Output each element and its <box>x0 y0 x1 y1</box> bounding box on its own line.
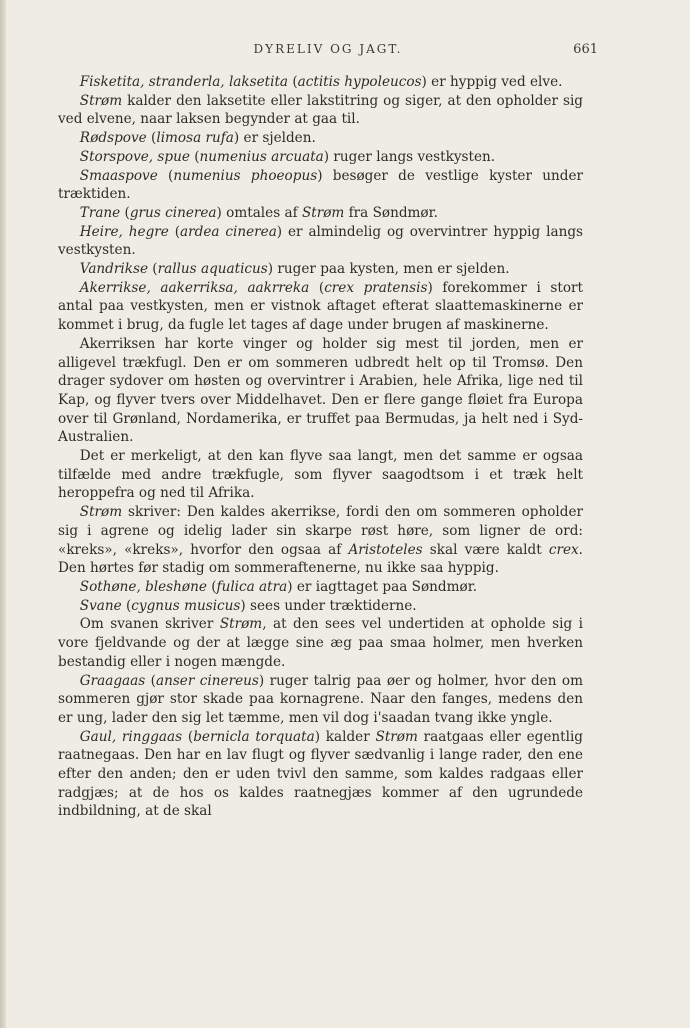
page-binding-edge <box>0 0 6 1028</box>
page-header <box>58 42 598 62</box>
running-title: DYRELIV OG JAGT. <box>253 42 403 56</box>
paragraph: Strøm kalder den laksetite eller lakstitring og siger, at den opholder sig ved elvene, naar laksen begynder at gaa til. <box>58 92 583 128</box>
paragraph: Svane (cygnus musicus) sees under træktiderne. <box>79 597 417 614</box>
paragraph: Graagaas (anser cinereus) ruger talrig paa øer og holmer, hvor den om sommeren gjør stor skade paa kornagrene. Naar den fanges, medens den er ung, lader den sig let tæmme, men vil dog i'saadan tvang ikke yngle. <box>58 672 584 726</box>
paragraph: Smaaspove (numenius phoeopus) besøger de vestlige kyster under træktiden. <box>58 167 583 203</box>
paragraph: Akerriksen har korte vinger og holder sig mest til jorden, men er alligevel trækfugl. Den er om sommeren udbredt helt op til Tromsø. Den drager sydover om høsten og overvintrer i Arabien, hele Afrika, lige ned til Kap, og flyver tvers over Middelhavet. Den er flere gange fløiet fra Europa over til Grønland, Nordamerika, er truffet paa Bermudas, ja helt ned i Syd-Australien. <box>58 335 583 446</box>
paragraph: Rødspove (limosa rufa) er sjelden. <box>79 130 316 147</box>
paragraph: Strøm skriver: Den kaldes akerrikse, fordi den om sommeren opholder sig i agrene og idelig lader sin skarpe røst høre, som ligner de ord: «kreks», «kreks», hvorfor den ogsaa af Aristoteles skal være kaldt crex. Den hørtes før stadig om sommeraftenerne, nu ikke saa hyppig. <box>58 504 583 577</box>
paragraph: Heire, hegre (ardea cinerea) er almindelig og overvintrer hyppig langs vestkysten. <box>58 223 583 259</box>
paragraph: Sothøne, bleshøne (fulica atra) er iagttaget paa Søndmør. <box>79 578 478 595</box>
paragraph: Det er merkeligt, at den kan flyve saa langt, men det samme er ogsaa tilfælde med andre trækfugle, som flyver saagodtsom i et træk helt heroppefra og ned til Afrika. <box>58 448 583 502</box>
paragraph: Storspove, spue (numenius arcuata) ruger langs vestkysten. <box>79 148 496 165</box>
paragraph: Akerrikse, aakerriksa, aakrreka (crex pratensis) forekommer i stort antal paa vestkysten, men er vistnok aftaget efterat slaattemaskinerne er kommet i brug, da fugle let tages af dage under brugen af maskinerne. <box>58 279 584 334</box>
paragraph: Om svanen skriver Strøm, at den sees vel undertiden at opholde sig i vore fjeldvande og der at lægge sine æg paa smaa holmer, men hverken bestandig eller i nogen mængde. <box>58 616 583 670</box>
paragraph: Gaul, ringgaas (bernicla torquata) kalder Strøm raatgaas eller egentlig raatnegaas. Den har en lav flugt og flyver sædvanlig i lange rader, den ene efter den anden; den er uden tvivl den samme, som kaldes radgaas eller radgjæs; at de hos os kaldes raatnegjæs kommer af den ugrundede indbildning, at de skal <box>58 728 583 820</box>
paragraph: Trane (grus cinerea) omtales af Strøm fra Søndmør. <box>79 204 438 221</box>
paragraph: Fisketita, stranderla, laksetita (actitis hypoleucos) er hyppig ved elve. <box>79 74 563 90</box>
paragraph: Vandrikse (rallus aquaticus) ruger paa kysten, men er sjelden. <box>79 261 510 278</box>
body-text <box>58 73 583 821</box>
page-number: 661 <box>573 42 598 57</box>
